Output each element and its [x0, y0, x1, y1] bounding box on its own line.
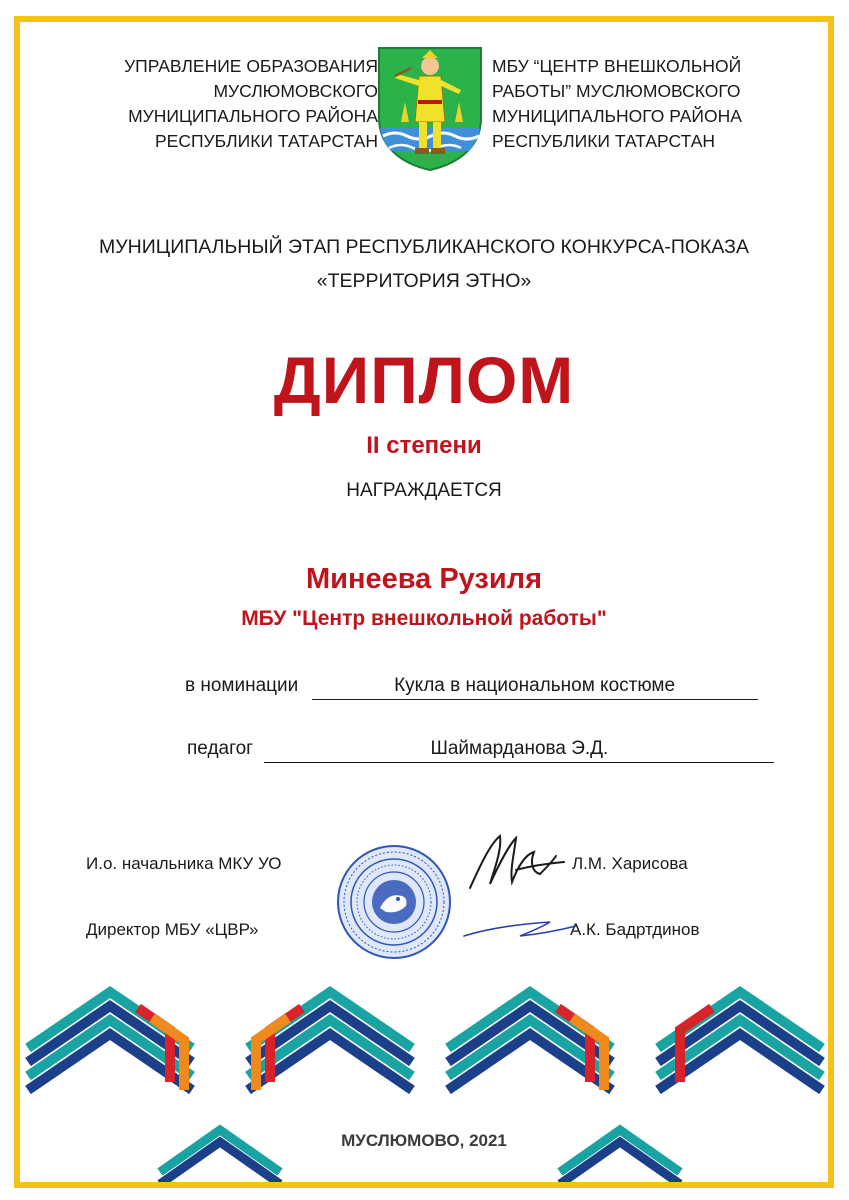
header-right-line: РЕСПУБЛИКИ ТАТАРСТАН: [492, 131, 716, 151]
header-left-issuer: [70, 54, 378, 154]
header-left-line: МУСЛЮМОВСКОГО: [213, 81, 378, 101]
contest-title-line2: «ТЕРРИТОРИЯ ЭТНО»: [316, 270, 532, 292]
contest-title-line1: МУНИЦИПАЛЬНЫЙ ЭТАП РЕСПУБЛИКАНСКОГО КОНКУРСА-ПОКАЗА: [99, 236, 749, 258]
recipient-organization: МБУ "Центр внешкольной работы": [241, 607, 607, 630]
signatory-role-2: Директор МБУ «ЦВР»: [86, 920, 259, 939]
teacher-row: [187, 736, 774, 763]
signature-1-icon: [460, 826, 570, 896]
signatory-name-1: Л.М. Харисова: [572, 854, 688, 873]
teacher-label: педагог: [187, 738, 254, 759]
signatory-role-1: И.о. начальника МКУ УО: [86, 854, 282, 873]
awarded-label: НАГРАЖДАЕТСЯ: [346, 480, 502, 501]
nomination-label: в номинации: [185, 675, 299, 696]
place-year: МУСЛЮМОВО, 2021: [341, 1131, 507, 1150]
header-left-line: РЕСПУБЛИКИ ТАТАРСТАН: [154, 131, 378, 151]
nomination-row: [185, 673, 758, 700]
diploma-degree: II степени: [366, 432, 482, 459]
header-right-line: МБУ “ЦЕНТР ВНЕШКОЛЬНОЙ: [492, 56, 742, 76]
diploma-title: ДИПЛОМ: [273, 343, 575, 417]
header-right-line: МУНИЦИПАЛЬНОГО РАЙОНА: [492, 106, 742, 126]
signatory-name-2: А.К. Бадртдинов: [570, 920, 700, 939]
nomination-value: Кукла в национальном костюме: [312, 673, 758, 700]
signature-2-icon: [460, 914, 580, 944]
official-seal-icon: [336, 844, 452, 960]
header-right-issuer: [492, 54, 812, 154]
contest-title: [20, 230, 828, 298]
teacher-value: Шаймарданова Э.Д.: [264, 736, 774, 763]
diploma-frame: [14, 16, 834, 1188]
header-left-line: УПРАВЛЕНИЕ ОБРАЗОВАНИЯ: [124, 56, 378, 76]
header-left-line: МУНИЦИПАЛЬНОГО РАЙОНА: [128, 106, 378, 126]
recipient-name: Минеева Рузиля: [305, 563, 543, 595]
header-right-line: РАБОТЫ” МУСЛЮМОВСКОГО: [492, 81, 741, 101]
coat-of-arms-icon: [375, 44, 485, 172]
